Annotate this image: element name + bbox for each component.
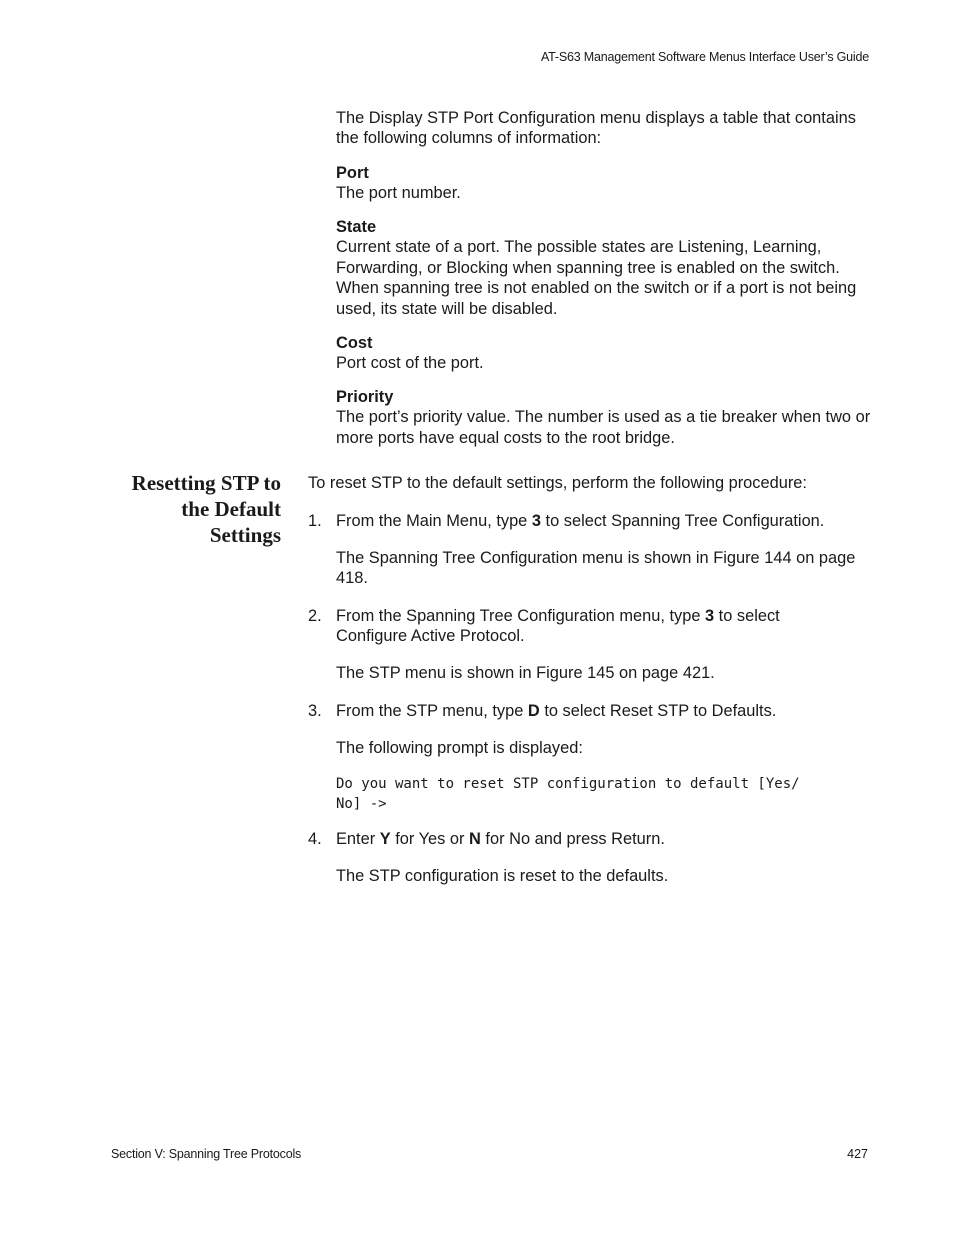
term-cost: Cost — [336, 334, 373, 352]
term-port: Port — [336, 164, 369, 182]
step-text-part: to select Spanning Tree Configuration. — [540, 512, 825, 530]
prompt-code-line: Do you want to reset STP configuration to default [Yes/ — [336, 776, 800, 792]
prompt-code-line: No] -> — [336, 796, 387, 812]
step-2-note: The STP menu is shown in Figure 145 on page 421. — [336, 664, 715, 682]
step-key: N — [469, 830, 481, 848]
footer-section: Section V: Spanning Tree Protocols — [111, 1147, 302, 1161]
prompt-code-block — [336, 774, 876, 814]
step-text-part: From the Spanning Tree Configuration menu, type — [336, 607, 705, 625]
term-state: State — [336, 218, 377, 236]
step-text-part: Enter — [336, 830, 380, 848]
section-heading — [100, 470, 281, 548]
step-4-note: The STP configuration is reset to the defaults. — [336, 867, 669, 885]
step-text-part: From the STP menu, type — [336, 702, 528, 720]
definition-priority — [336, 387, 876, 448]
step-key: 3 — [531, 512, 541, 530]
step-key: D — [527, 702, 540, 720]
definition-text: The port’s priority value. The number is used as a tie breaker when two or more ports have equal costs to the root bridge. — [336, 408, 871, 447]
definition-text: The port number. — [336, 184, 461, 203]
step-1-text — [336, 511, 876, 531]
step-2-text — [336, 606, 836, 647]
step-3-text — [336, 701, 876, 721]
procedure-lead: To reset STP to the default settings, perform the following procedure: — [308, 474, 807, 492]
step-key: Y — [379, 830, 391, 848]
running-header: AT-S63 Management Software Menus Interface User’s Guide — [540, 50, 869, 64]
step-text-part: to select Reset STP to Defaults. — [539, 702, 777, 720]
page-number: 427 — [847, 1147, 868, 1161]
step-number: 4. — [308, 830, 322, 848]
definition-cost — [336, 333, 876, 374]
step-text-part: to select Configure Active Protocol. — [336, 607, 780, 646]
definition-text: Current state of a port. The possible states are Listening, Learning, Forwarding, or Blocking when spanning tree is enabled on the switch. When spanning tree is not enabled on the switch or if a port is not being used, its state will be disabled. — [336, 238, 857, 318]
section-heading-line: the Default — [181, 497, 281, 521]
step-number: 1. — [308, 512, 322, 530]
step-text-part: From the Main Menu, type — [336, 512, 532, 530]
definition-text: Port cost of the port. — [336, 354, 484, 373]
section-heading-line: Settings — [209, 523, 281, 547]
definition-port — [336, 163, 876, 204]
step-text-part: for Yes or — [390, 830, 470, 848]
step-key: 3 — [705, 607, 715, 625]
intro-paragraph: The Display STP Port Configuration menu displays a table that contains the following columns of information: — [336, 109, 856, 148]
definition-state — [336, 217, 876, 319]
term-priority: Priority — [336, 388, 394, 406]
step-4-text — [336, 829, 876, 849]
step-number: 3. — [308, 702, 322, 720]
step-3-note: The following prompt is displayed: — [336, 739, 583, 757]
section-heading-line: Resetting STP to — [131, 471, 281, 495]
step-text-part: for No and press Return. — [480, 830, 665, 848]
step-number: 2. — [308, 607, 322, 625]
step-1-note: The Spanning Tree Configuration menu is shown in Figure 144 on page 418. — [336, 549, 856, 588]
